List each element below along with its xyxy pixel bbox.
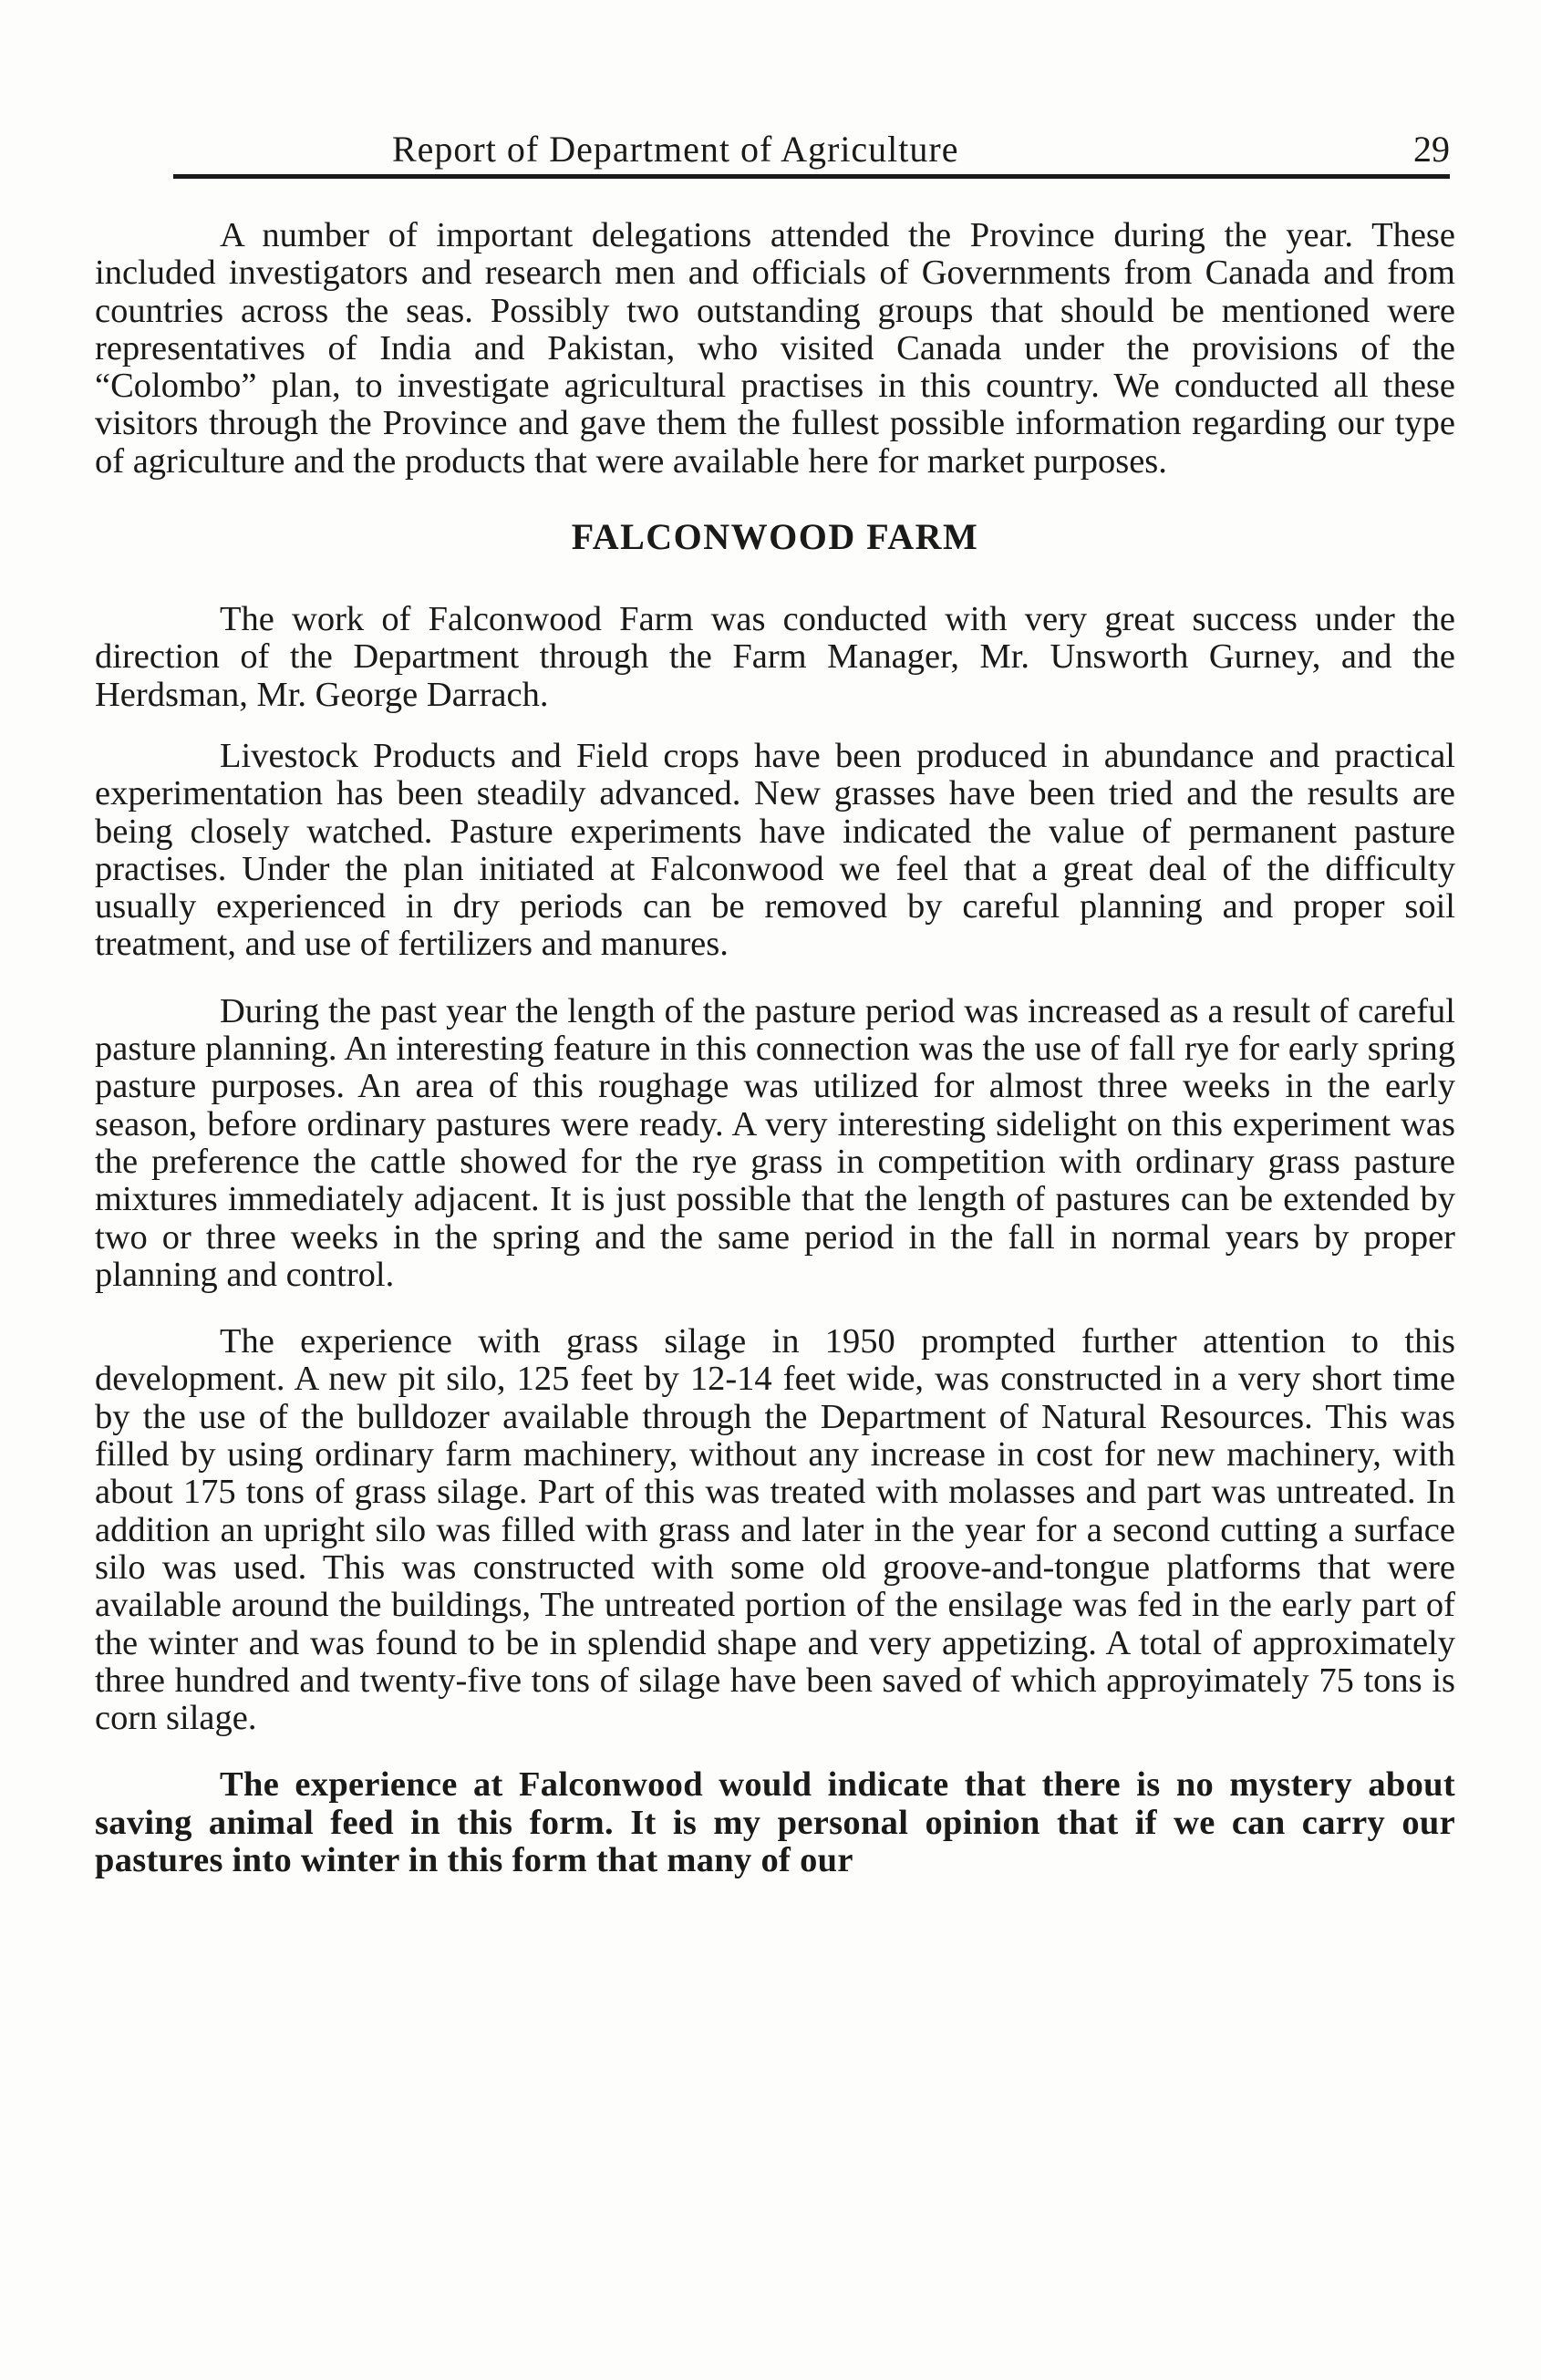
paragraph-grass-silage: The experience with grass silage in 1950 prompted further attention to this development. A new pit silo, 125 feet by 12-14 feet wide, was constructed in a very short time by the use of the bulldozer available through the Department of Natural Resources. This was filled by using ordinary farm machinery, without any increase in cost for new machinery, with about 175 tons of grass silage. Part of this was treated with molasses and part was untreated. In addition an upright silo was filled with grass and later in the year for a second cutting a surface silo was used. This was constructed with some old groove-and-tongue platforms that were available around the buildings, The untreated portion of the ensilage was fed in the early part of the winter and was found to be in splendid shape and very appetizing. A total of approximately three hundred and twenty-five tons of silage have been saved of which approyimately 75 tons is corn silage. — [95, 1322, 1455, 1738]
intro-paragraph: A number of important delegations attended the Province during the year. These included investigators and research men and officials of Governments from Canada and from countries across the seas. Possibly two outstanding groups that should be mentioned were representatives of India and Pakistan, who visited Canada under the provisions of the “Colombo” plan, to investigate agricultural practises in this country. We conducted all these visitors through the Province and gave them the fullest possible information regarding our type of agriculture and the products that were available here for market purposes. — [95, 216, 1455, 481]
section-heading: FALCONWOOD FARM — [571, 516, 979, 558]
running-title: Report of Department of Agriculture — [392, 129, 959, 170]
page-number: 29 — [1413, 129, 1450, 170]
body-text — [95, 217, 1455, 1909]
paragraph-livestock: Livestock Products and Field crops have been produced in abundance and practical experimentation has been steadily advanced. New grasses have been tried and the results are being closely watched. Pasture experiments have indicated the value of permanent pasture practises. Under the plan initiated at Falconwood we feel that a great deal of the difficulty usually experienced in dry periods can be removed by careful planning and proper soil treatment, and use of fertilizers and manures. — [95, 736, 1455, 964]
header-rule — [173, 174, 1450, 179]
paragraph-pasture-period: During the past year the length of the pasture period was increased as a result of careful pasture planning. An interesting feature in this connection was the use of fall rye for early spring pasture purposes. An area of this roughage was utilized for almost three weeks in the early season, before ordinary pastures were ready. A very interesting sidelight on this experiment was the preference the cattle showed for the rye grass in competition with ordinary grass pasture mixtures immediately adjacent. It is just possible that the length of pastures can be extended by two or three weeks in the spring and the same period in the fall in normal years by proper planning and control. — [95, 991, 1455, 1294]
paragraph-conclusion: The experience at Falconwood would indicate that there is no mystery about saving animal feed in this form. It is my personal opinion that if we can carry our pastures into winter in this form that many of our — [95, 1765, 1455, 1879]
paragraph-farm-work: The work of Falconwood Farm was conducted with very great success under the direction of the Department through the Farm Manager, Mr. Unsworth Gurney, and the Herdsman, Mr. George Darrach. — [95, 600, 1455, 714]
